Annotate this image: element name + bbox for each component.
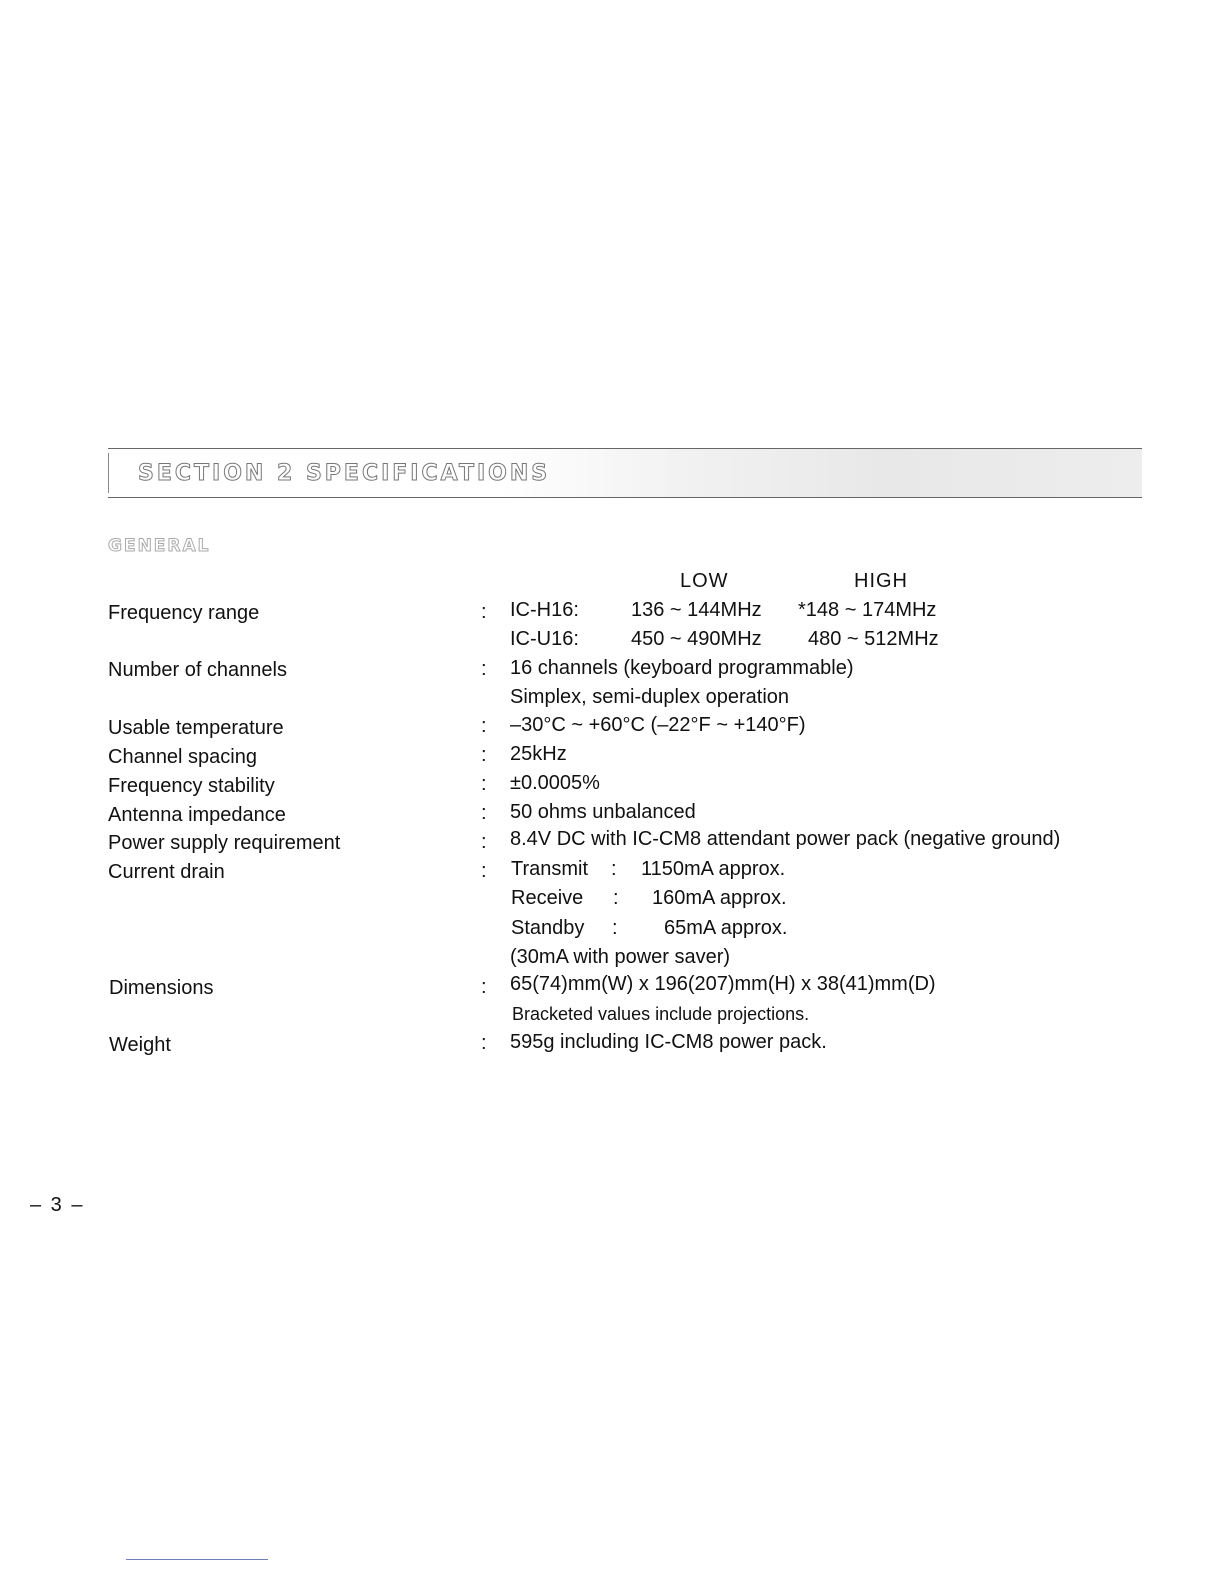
- section-title: SECTION 2 SPECIFICATIONS: [138, 461, 551, 486]
- column-header-high: HIGH: [854, 570, 908, 592]
- separator-colon: :: [481, 831, 487, 853]
- label-frequency-stability: Frequency stability: [108, 775, 275, 797]
- separator-colon: :: [611, 858, 617, 880]
- frequency-high-1: *148 ~ 174MHz: [798, 599, 937, 621]
- frequency-model-1: IC-H16:: [510, 599, 579, 621]
- label-channel-spacing: Channel spacing: [108, 746, 257, 768]
- channels-value: 16 channels (keyboard programmable): [510, 657, 854, 679]
- current-value-receive: 160mA approx.: [652, 887, 787, 909]
- label-dimensions: Dimensions: [109, 977, 214, 999]
- separator-colon: :: [481, 802, 487, 824]
- separator-colon: :: [481, 773, 487, 795]
- page-number: – 3 –: [30, 1194, 85, 1216]
- separator-colon: :: [481, 1032, 487, 1054]
- dimensions-value: 65(74)mm(W) x 196(207)mm(H) x 38(41)mm(D): [510, 973, 936, 995]
- separator-colon: :: [481, 976, 487, 998]
- separator-colon: :: [481, 715, 487, 737]
- current-mode-transmit: Transmit: [511, 858, 589, 880]
- banner-left-bar: [108, 453, 109, 493]
- current-mode-receive: Receive: [511, 887, 584, 909]
- label-frequency-range: Frequency range: [108, 602, 260, 624]
- bottom-rule: [126, 1559, 268, 1560]
- label-weight: Weight: [109, 1034, 171, 1056]
- current-value-standby: 65mA approx.: [664, 917, 788, 939]
- separator-colon: :: [612, 917, 618, 939]
- separator-colon: :: [481, 860, 487, 882]
- frequency-high-2: 480 ~ 512MHz: [808, 628, 939, 650]
- separator-colon: :: [481, 658, 487, 680]
- label-power-supply: Power supply requirement: [108, 832, 341, 854]
- label-antenna-impedance: Antenna impedance: [108, 804, 286, 826]
- separator-colon: :: [613, 887, 619, 909]
- label-current-drain: Current drain: [108, 861, 225, 883]
- column-header-low: LOW: [680, 570, 729, 592]
- power-value: 8.4V DC with IC-CM8 attendant power pack (negative ground): [510, 828, 1061, 850]
- weight-value: 595g including IC-CM8 power pack.: [510, 1031, 827, 1053]
- section-banner: [108, 448, 1142, 498]
- sub-heading-general: GENERAL: [108, 536, 211, 556]
- channels-operation: Simplex, semi-duplex operation: [510, 686, 790, 708]
- impedance-value: 50 ohms unbalanced: [510, 801, 696, 823]
- label-number-of-channels: Number of channels: [108, 659, 287, 681]
- frequency-model-2: IC-U16:: [510, 628, 579, 650]
- current-note: (30mA with power saver): [510, 946, 731, 968]
- separator-colon: :: [481, 601, 487, 623]
- current-mode-standby: Standby: [511, 917, 585, 939]
- current-value-transmit: 1150mA approx.: [641, 858, 786, 880]
- spacing-value: 25kHz: [510, 743, 567, 765]
- stability-value: ±0.0005%: [510, 772, 600, 794]
- frequency-low-1: 136 ~ 144MHz: [631, 599, 762, 621]
- separator-colon: :: [481, 744, 487, 766]
- frequency-low-2: 450 ~ 490MHz: [631, 628, 762, 650]
- dimensions-note: Bracketed values include projections.: [512, 1004, 810, 1024]
- label-usable-temperature: Usable temperature: [108, 717, 284, 739]
- temperature-value: –30°C ~ +60°C (–22°F ~ +140°F): [510, 714, 806, 736]
